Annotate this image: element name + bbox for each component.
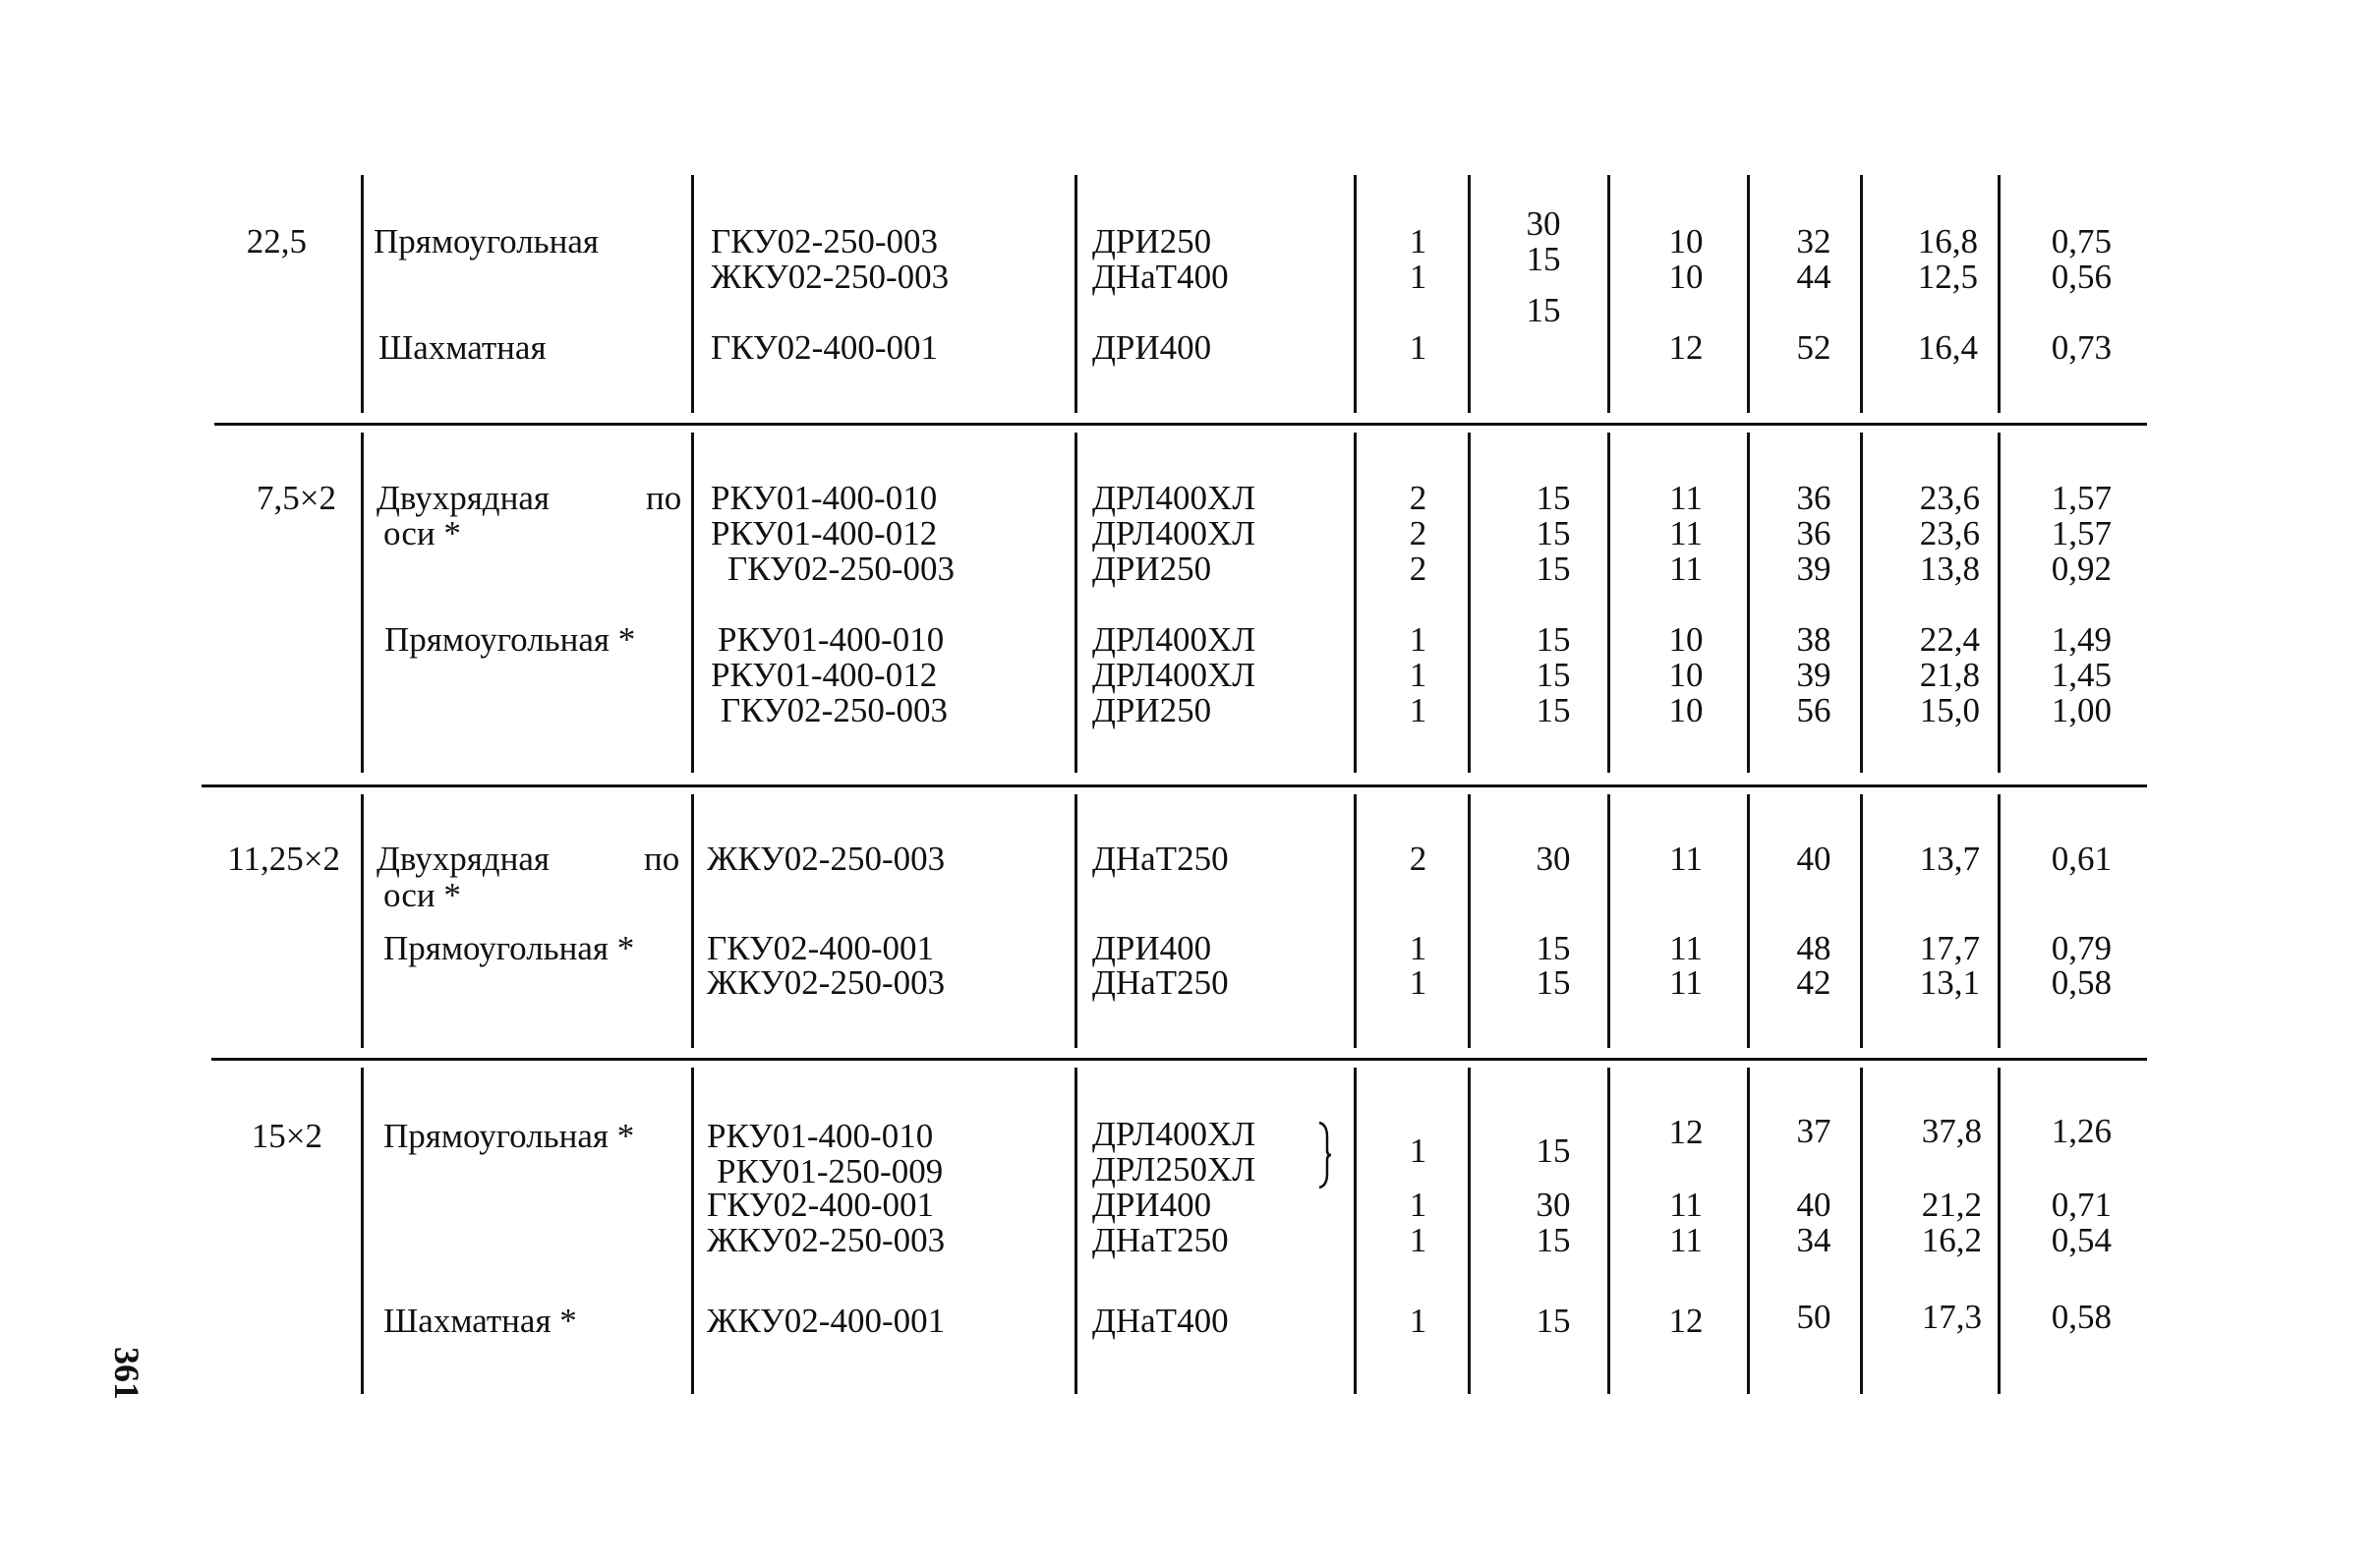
- layout-suffix: по: [644, 840, 680, 878]
- height-cell: 15×2: [251, 1117, 322, 1155]
- column-rule: [1468, 433, 1471, 773]
- fixture-cell: РКУ01-250-009: [717, 1152, 944, 1190]
- page-number: 361: [107, 1347, 146, 1400]
- col7-cell: 40: [1796, 840, 1831, 878]
- lamp-cell: ДНаТ250: [1092, 1221, 1229, 1259]
- fixture-cell: ЖКУ02-250-003: [707, 963, 946, 1002]
- col8-cell: 37,8: [1921, 1112, 1982, 1150]
- column-rule: [361, 175, 364, 413]
- col7-cell: 39: [1796, 550, 1831, 588]
- col8-cell: 17,3: [1921, 1298, 1982, 1336]
- fixture-cell: ЖКУ02-250-003: [711, 258, 950, 296]
- column-rule: [1607, 1068, 1610, 1394]
- lamp-cell: ДРЛ400ХЛ: [1092, 656, 1255, 694]
- column-rule: [1607, 175, 1610, 413]
- column-rule: [1747, 1068, 1750, 1394]
- col7-cell: 36: [1796, 479, 1831, 517]
- lamp-cell: ДРИ400: [1092, 929, 1212, 967]
- count-cell: 1: [1409, 1186, 1427, 1224]
- column-rule: [691, 175, 694, 413]
- count-cell: 2: [1409, 479, 1427, 517]
- column-rule: [691, 1068, 694, 1394]
- col7-cell: 48: [1796, 929, 1831, 967]
- col7-cell: 40: [1796, 1186, 1831, 1224]
- fixture-cell: РКУ01-400-012: [711, 514, 938, 552]
- column-rule: [1354, 433, 1357, 773]
- fixture-cell: ГКУ02-400-001: [711, 328, 938, 367]
- group-separator: [211, 1058, 2147, 1061]
- lamp-cell: ДРИ250: [1092, 222, 1212, 261]
- column-rule: [1860, 1068, 1863, 1394]
- fixture-cell: ГКУ02-400-001: [707, 1186, 934, 1224]
- column-rule: [361, 1068, 364, 1394]
- col9-cell: 0,56: [2051, 258, 2112, 296]
- fixture-cell: РКУ01-400-010: [718, 620, 945, 659]
- col9-cell: 0,73: [2051, 328, 2112, 367]
- col8-cell: 16,2: [1921, 1221, 1982, 1259]
- layout-cell: Прямоугольная: [374, 222, 600, 261]
- group-separator: [202, 784, 2147, 787]
- lamp-cell: ДНаТ400: [1092, 1302, 1229, 1340]
- lamp-cell: ДНаТ250: [1092, 840, 1229, 878]
- col9-cell: 0,79: [2051, 929, 2112, 967]
- layout-cell: Прямоугольная *: [383, 1117, 635, 1155]
- col7-cell: 37: [1796, 1112, 1831, 1150]
- col5-cell: 15: [1536, 963, 1571, 1002]
- col8-cell: 17,7: [1919, 929, 1980, 967]
- lamp-cell: ДРИ400: [1092, 1186, 1212, 1224]
- fixture-cell: ГКУ02-250-003: [711, 222, 938, 261]
- col6-cell: 11: [1669, 1186, 1703, 1224]
- column-rule: [1747, 794, 1750, 1048]
- height-cell: 7,5×2: [257, 479, 336, 517]
- col5-cell: 15: [1536, 1221, 1571, 1259]
- fixture-cell: РКУ01-400-010: [707, 1117, 934, 1155]
- col9-cell: 1,49: [2051, 620, 2112, 659]
- column-rule: [1860, 175, 1863, 413]
- col9-cell: 1,00: [2051, 691, 2112, 729]
- col9-cell: 0,58: [2051, 963, 2112, 1002]
- column-rule: [691, 433, 694, 773]
- col6-cell: 11: [1669, 514, 1703, 552]
- col8-cell: 16,4: [1917, 328, 1978, 367]
- col8-cell: 21,2: [1921, 1186, 1982, 1224]
- column-rule: [1468, 1068, 1471, 1394]
- col6-cell: 11: [1669, 840, 1703, 878]
- fixture-cell: РКУ01-400-012: [711, 656, 938, 694]
- col5-cell: 15: [1536, 691, 1571, 729]
- col8-cell: 13,1: [1919, 963, 1980, 1002]
- column-rule: [1998, 1068, 2001, 1394]
- col9-cell: 1,45: [2051, 656, 2112, 694]
- fixture-cell: ЖКУ02-250-003: [707, 840, 946, 878]
- lamp-cell: ДРЛ250ХЛ: [1092, 1150, 1255, 1189]
- column-rule: [361, 794, 364, 1048]
- layout-cell: Шахматная *: [383, 1302, 577, 1340]
- col7-cell: 50: [1796, 1298, 1831, 1336]
- lamp-cell: ДРЛ400ХЛ: [1092, 620, 1255, 659]
- fixture-cell: ЖКУ02-400-001: [707, 1302, 946, 1340]
- count-cell: 1: [1409, 963, 1427, 1002]
- count-cell: 1: [1409, 656, 1427, 694]
- col8-cell: 13,7: [1919, 840, 1980, 878]
- group-separator: [214, 423, 2147, 426]
- col5-cell: 15: [1536, 1302, 1571, 1340]
- col9-cell: 1,26: [2051, 1112, 2112, 1150]
- col8-cell: 23,6: [1919, 514, 1980, 552]
- col6-cell: 12: [1668, 1113, 1704, 1151]
- column-rule: [691, 794, 694, 1048]
- count-cell: 1: [1409, 929, 1427, 967]
- col6-cell: 12: [1668, 328, 1704, 367]
- column-rule: [1354, 175, 1357, 413]
- layout-cell: оси *: [383, 514, 461, 552]
- column-rule: [1998, 794, 2001, 1048]
- col5-cell: 30: [1526, 204, 1561, 243]
- column-rule: [1747, 433, 1750, 773]
- column-rule: [1468, 794, 1471, 1048]
- fixture-cell: ЖКУ02-250-003: [707, 1221, 946, 1259]
- lamp-cell: ДРЛ400ХЛ: [1092, 514, 1255, 552]
- count-cell: 1: [1409, 691, 1427, 729]
- lamp-cell: ДНаТ400: [1092, 258, 1229, 296]
- col6-cell: 11: [1669, 963, 1703, 1002]
- column-rule: [1860, 433, 1863, 773]
- col7-cell: 44: [1796, 258, 1831, 296]
- col9-cell: 0,54: [2051, 1221, 2112, 1259]
- col9-cell: 0,58: [2051, 1298, 2112, 1336]
- col9-cell: 0,71: [2051, 1186, 2112, 1224]
- layout-cell: Прямоугольная *: [384, 620, 636, 659]
- layout-cell: Двухрядная: [377, 840, 550, 878]
- col5-cell: 15: [1536, 929, 1571, 967]
- col6-cell: 10: [1668, 258, 1704, 296]
- col8-cell: 21,8: [1919, 656, 1980, 694]
- col5-cell: 15: [1536, 1132, 1571, 1170]
- count-cell: 1: [1409, 1132, 1427, 1170]
- count-cell: 1: [1409, 1302, 1427, 1340]
- lamp-cell: ДРИ400: [1092, 328, 1212, 367]
- col5-cell: 15: [1536, 514, 1571, 552]
- col7-cell: 56: [1796, 691, 1831, 729]
- col6-cell: 11: [1669, 1221, 1703, 1259]
- col5-cell: 15: [1536, 656, 1571, 694]
- col5-cell: 15: [1536, 479, 1571, 517]
- col6-cell: 10: [1668, 222, 1704, 261]
- col6-cell: 12: [1668, 1302, 1704, 1340]
- col9-cell: 1,57: [2051, 514, 2112, 552]
- column-rule: [361, 433, 364, 773]
- col9-cell: 0,75: [2051, 222, 2112, 261]
- lamp-cell: ДРИ250: [1092, 691, 1212, 729]
- count-cell: 1: [1409, 258, 1427, 296]
- col6-cell: 11: [1669, 479, 1703, 517]
- lamp-cell: ДРИ250: [1092, 550, 1212, 588]
- fixture-cell: ГКУ02-250-003: [727, 550, 955, 588]
- col5-cell: 30: [1536, 840, 1571, 878]
- column-rule: [1354, 794, 1357, 1048]
- col7-cell: 34: [1796, 1221, 1831, 1259]
- col5-cell: 15: [1526, 240, 1561, 278]
- layout-cell: Двухрядная: [377, 479, 550, 517]
- col9-cell: 1,57: [2051, 479, 2112, 517]
- column-rule: [1354, 1068, 1357, 1394]
- layout-cell: оси *: [383, 876, 461, 914]
- col9-cell: 0,61: [2051, 840, 2112, 878]
- height-cell: 22,5: [246, 222, 307, 261]
- column-rule: [1998, 175, 2001, 413]
- count-cell: 2: [1409, 514, 1427, 552]
- count-cell: 1: [1409, 222, 1427, 261]
- count-cell: 2: [1409, 840, 1427, 878]
- col5-cell: 15: [1526, 291, 1561, 329]
- count-cell: 2: [1409, 550, 1427, 588]
- col6-cell: 11: [1669, 550, 1703, 588]
- count-cell: 1: [1409, 328, 1427, 367]
- col7-cell: 32: [1796, 222, 1831, 261]
- lamp-cell: ДРЛ400ХЛ: [1092, 1115, 1255, 1153]
- col8-cell: 16,8: [1917, 222, 1978, 261]
- lamp-cell: ДНаТ250: [1092, 963, 1229, 1002]
- fixture-cell: РКУ01-400-010: [711, 479, 938, 517]
- column-rule: [1074, 1068, 1077, 1394]
- column-rule: [1074, 175, 1077, 413]
- col6-cell: 10: [1668, 656, 1704, 694]
- column-rule: [1607, 794, 1610, 1048]
- layout-suffix: по: [646, 479, 682, 517]
- layout-cell: Прямоугольная *: [383, 929, 635, 967]
- col7-cell: 42: [1796, 963, 1831, 1002]
- col6-cell: 11: [1669, 929, 1703, 967]
- col7-cell: 36: [1796, 514, 1831, 552]
- col5-cell: 15: [1536, 550, 1571, 588]
- height-cell: 11,25×2: [227, 840, 340, 878]
- col8-cell: 23,6: [1919, 479, 1980, 517]
- col5-cell: 15: [1536, 620, 1571, 659]
- col6-cell: 10: [1668, 691, 1704, 729]
- col8-cell: 12,5: [1917, 258, 1978, 296]
- lamp-cell: ДРЛ400ХЛ: [1092, 479, 1255, 517]
- column-rule: [1607, 433, 1610, 773]
- col5-cell: 30: [1536, 1186, 1571, 1224]
- fixture-cell: ГКУ02-250-003: [721, 691, 948, 729]
- col6-cell: 10: [1668, 620, 1704, 659]
- col8-cell: 15,0: [1919, 691, 1980, 729]
- column-rule: [1998, 433, 2001, 773]
- col9-cell: 0,92: [2051, 550, 2112, 588]
- column-rule: [1468, 175, 1471, 413]
- col7-cell: 52: [1796, 328, 1831, 367]
- count-cell: 1: [1409, 620, 1427, 659]
- col7-cell: 39: [1796, 656, 1831, 694]
- count-cell: 1: [1409, 1221, 1427, 1259]
- column-rule: [1747, 175, 1750, 413]
- col7-cell: 38: [1796, 620, 1831, 659]
- layout-cell: Шахматная: [378, 328, 547, 367]
- col8-cell: 22,4: [1919, 620, 1980, 659]
- column-rule: [1074, 433, 1077, 773]
- column-rule: [1074, 794, 1077, 1048]
- column-rule: [1860, 794, 1863, 1048]
- fixture-cell: ГКУ02-400-001: [707, 929, 934, 967]
- col8-cell: 13,8: [1919, 550, 1980, 588]
- brace-icon: [1315, 1121, 1337, 1190]
